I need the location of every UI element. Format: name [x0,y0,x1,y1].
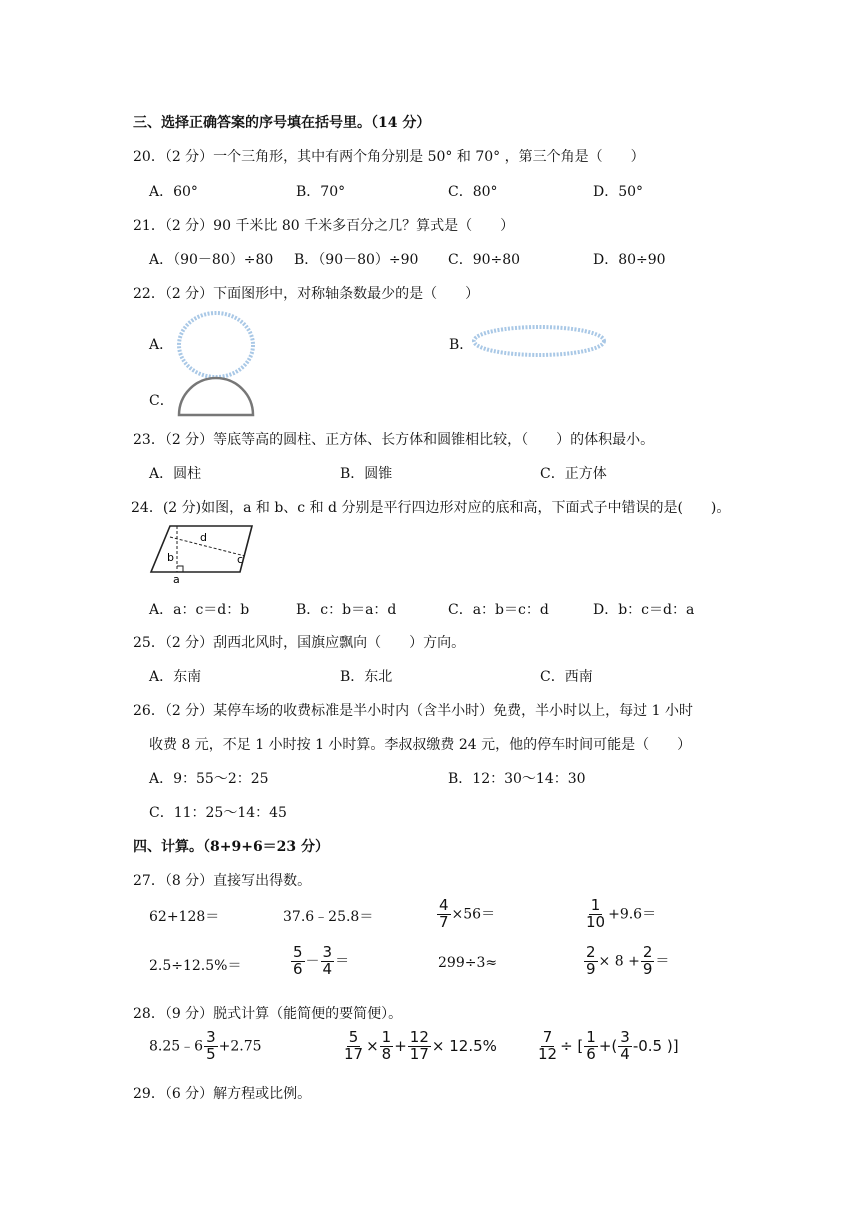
q24-option-c: C．a：b＝c：d [448,602,549,618]
question-23: 23．（2 分）等底等高的圆柱、正方体、长方体和圆锥相比较，（ ）的体积最小。 [133,432,655,448]
q24-option-b: B．c：b＝a：d [296,602,397,618]
q27-expr-8: $\frac{2}{9}$ × 8 + $\frac{2}{9}$ ＝ [586,943,670,978]
q22-option-b: B． [449,337,474,353]
q23-option-b: B．圆锥 [340,466,393,482]
fraction: $\frac{5}{17}$ [344,1028,364,1063]
q27-expr-4: $\frac{1}{10}$ +9.6＝ [586,896,657,931]
fraction: $\frac{2}{9}$ [586,943,596,978]
question-26-line1: 26．（2 分）某停车场的收费标准是半小时内（含半小时）免费，半小时以上，每过 1 小时 [133,703,693,719]
q27-expr-6: $\frac{5}{6}$ － $\frac{3}{4}$ ＝ [293,943,350,978]
section-4-title: 四、计算。（8+9+6＝23 分） [133,839,330,855]
q27-expr-7: 299÷3≈ [438,955,498,971]
question-29: 29．（6 分）解方程或比例。 [133,1086,312,1102]
label-c: c [237,553,244,566]
fraction: $\frac{3}{4}$ [322,943,333,978]
q21-option-a: A．（90－80）÷80 [149,252,274,268]
fraction: $\frac{5}{6}$ [293,943,303,978]
fraction: $\frac{3}{5}$ [206,1028,216,1063]
q27-expr-1: 62+128＝ [149,909,220,925]
q20-option-a: A．60° [149,184,198,200]
q27-expr-2: 37.6﹣25.8＝ [283,909,374,925]
dotted-ellipse-figure [470,322,608,360]
q27-expr-3: $\frac{4}{7}$ ×56＝ [439,896,496,931]
q25-option-c: C．西南 [540,669,593,685]
question-25: 25．（2 分）刮西北风时，国旗应飘向（ ）方向。 [133,635,466,651]
fraction: $\frac{1}{6}$ [586,1028,596,1063]
question-24: 24．(2 分)如图，a 和 b、c 和 d 分别是平行四边形对应的底和高，下面式子中错误的是( )。 [131,500,731,516]
q24-option-a: A．a：c＝d：b [149,602,250,618]
fraction: $\frac{1}{10}$ [586,896,606,931]
q28-expr-3: $\frac{7}{12}$ ÷ [ $\frac{1}{6}$ +( $\frac{3}{4}$ -0.5 )] [538,1028,679,1063]
parallelogram-figure [148,523,254,585]
question-21: 21．（2 分）90 千米比 80 千米多百分之几？算式是（ ） [133,218,515,234]
q20-option-d: D．50° [593,184,644,200]
q22-option-c: C． [149,393,174,409]
q24-option-d: D．b：c＝d：a [593,602,695,618]
fraction: $\frac{2}{9}$ [642,943,653,978]
q22-option-a: A． [149,337,174,353]
section-3-title: 三、选择正确答案的序号填在括号里。（14 分） [133,115,431,131]
label-d: d [200,531,207,544]
fraction: $\frac{1}{8}$ [381,1028,392,1063]
question-28: 28．（9 分）脱式计算（能简便的要简便）。 [133,1006,403,1022]
label-a: a [173,573,180,585]
question-20: 20．（2 分）一个三角形，其中有两个角分别是 50° 和 70° ，第三个角是（ ） [133,149,645,165]
dotted-circle-figure [176,310,256,380]
q20-option-c: C．80° [448,184,498,200]
semicircle-figure [176,372,256,417]
q25-option-a: A．东南 [149,669,202,685]
fraction: $\frac{3}{4}$ [620,1028,630,1063]
q21-option-c: C．90÷80 [448,252,521,268]
q26-option-c: C．11：25～14：45 [149,805,287,821]
question-26-line2: 收费 8 元，不足 1 小时按 1 小时算。李叔叔缴费 24 元，他的停车时间可能是（ ） [149,737,692,753]
q25-option-b: B．东北 [340,669,393,685]
q20-option-b: B．70° [296,184,346,200]
question-27: 27．（8 分）直接写出得数。 [133,873,312,889]
fraction: $\frac{7}{12}$ [538,1028,558,1063]
fraction: $\frac{12}{17}$ [409,1028,429,1063]
q27-expr-5: 2.5÷12.5%＝ [149,958,242,974]
fraction: $\frac{4}{7}$ [439,896,449,931]
q28-expr-1: 8.25﹣6 $\frac{3}{5}$ +2.75 [149,1028,262,1063]
question-22: 22．（2 分）下面图形中，对称轴条数最少的是（ ） [133,286,480,302]
q21-option-d: D．80÷90 [593,252,666,268]
label-b: b [167,551,174,564]
q26-option-a: A．9：55～2：25 [149,771,269,787]
q23-option-c: C．正方体 [540,466,607,482]
q28-expr-2: $\frac{5}{17}$ × $\frac{1}{8}$ + $\frac{12}{17}$ × 12.5% [344,1028,497,1063]
q21-option-b: B．（90－80）÷90 [294,252,419,268]
q23-option-a: A．圆柱 [149,466,202,482]
q26-option-b: B．12：30～14：30 [448,771,586,787]
